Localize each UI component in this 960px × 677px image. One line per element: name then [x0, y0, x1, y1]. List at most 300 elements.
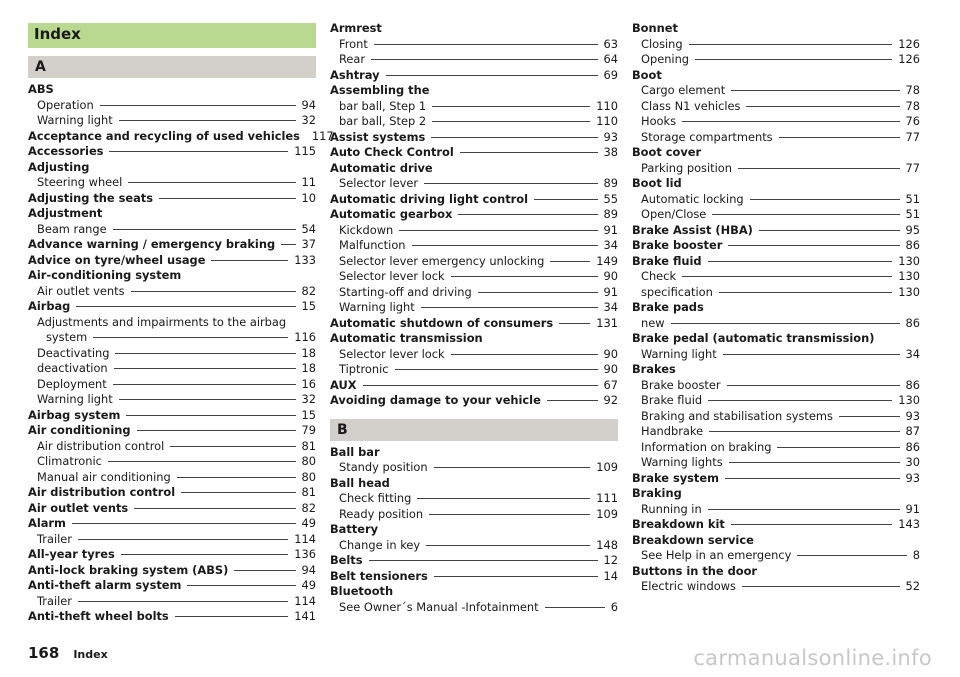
- page-ref[interactable]: 90: [603, 362, 618, 376]
- index-line: [28, 82, 316, 98]
- dot-leader: [432, 121, 590, 122]
- index-entry: [28, 268, 316, 299]
- page-ref[interactable]: 49: [301, 578, 316, 592]
- subentry-label: Change in key: [339, 537, 421, 552]
- subentry-label: Malfunction: [339, 238, 406, 252]
- page-ref[interactable]: 63: [603, 36, 618, 51]
- page-ref[interactable]: 130: [898, 253, 920, 268]
- index-line: [330, 600, 618, 616]
- page-ref[interactable]: 15: [301, 299, 316, 313]
- subentry-label: Manual air conditioning: [37, 469, 171, 484]
- page-ref[interactable]: 109: [596, 460, 618, 474]
- dot-leader: [113, 229, 296, 230]
- page-ref[interactable]: 92: [603, 393, 618, 407]
- page-ref[interactable]: 126: [898, 52, 920, 66]
- page-ref[interactable]: 86: [905, 439, 920, 454]
- page-title: Index: [34, 25, 81, 43]
- subentry-label: Braking and stabilisation systems: [641, 408, 833, 423]
- index-line: [330, 161, 618, 177]
- index-line: [632, 533, 920, 549]
- entry-heading: Belts: [330, 553, 363, 567]
- page-ref[interactable]: 18: [301, 361, 316, 375]
- page-ref[interactable]: 16: [301, 376, 316, 391]
- page-ref[interactable]: 52: [905, 579, 920, 593]
- entry-heading: Automatic transmission: [330, 331, 483, 345]
- dot-leader: [121, 554, 288, 555]
- dot-leader: [728, 245, 899, 246]
- subentry-label: Kickdown: [339, 222, 394, 237]
- index-entry: [330, 130, 618, 146]
- dot-leader: [369, 560, 598, 561]
- page-ref[interactable]: 51: [905, 191, 920, 206]
- entry-heading: Brake pads: [632, 300, 704, 314]
- dot-leader: [559, 323, 590, 324]
- entry-heading: Automatic driving light control: [330, 191, 529, 206]
- page-ref[interactable]: 77: [905, 129, 920, 144]
- page-ref[interactable]: 8: [912, 548, 920, 562]
- dot-leader: [738, 168, 900, 169]
- dot-leader: [426, 545, 590, 546]
- page-ref[interactable]: 80: [301, 469, 316, 484]
- dot-leader: [731, 90, 899, 91]
- subentry-label: Class N1 vehicles: [641, 98, 741, 113]
- index-entry: [28, 408, 316, 424]
- index-line: [330, 176, 618, 192]
- dot-leader: [460, 152, 598, 153]
- dot-leader: [431, 137, 597, 138]
- dot-leader: [72, 523, 296, 524]
- entry-heading: Adjusting the seats: [28, 190, 154, 205]
- page-ref[interactable]: 111: [596, 491, 618, 505]
- entry-heading: Breakdown kit: [632, 517, 725, 531]
- page-ref[interactable]: 130: [898, 393, 920, 407]
- page-ref[interactable]: 126: [898, 36, 920, 51]
- page-ref[interactable]: 15: [301, 407, 316, 422]
- index-line: [330, 507, 618, 523]
- entry-heading: Boot cover: [632, 145, 702, 159]
- index-line: [28, 470, 316, 486]
- subentry-label: Brake booster: [641, 377, 721, 392]
- page-ref[interactable]: 81: [301, 485, 316, 499]
- entry-heading: Auto Check Control: [330, 145, 454, 159]
- index-line: [28, 268, 316, 284]
- index-entry: [28, 144, 316, 160]
- dot-leader: [177, 477, 296, 478]
- index-line: [632, 455, 920, 471]
- page-ref[interactable]: 110: [596, 98, 618, 113]
- entry-heading: Acceptance and recycling of used vehicles: [28, 128, 300, 143]
- page-ref[interactable]: 34: [905, 346, 920, 361]
- dot-leader: [708, 509, 900, 510]
- page-ref[interactable]: 90: [603, 346, 618, 361]
- index-line: [28, 113, 316, 129]
- index-line: [28, 408, 316, 424]
- index-line: [632, 161, 920, 177]
- dot-leader: [126, 415, 295, 416]
- page-ref[interactable]: 95: [905, 222, 920, 237]
- page-ref[interactable]: 133: [294, 252, 316, 267]
- dot-leader: [421, 307, 598, 308]
- index-line: [632, 579, 920, 595]
- page-ref[interactable]: 93: [603, 129, 618, 144]
- entry-heading: Ashtray: [330, 67, 380, 82]
- page-ref[interactable]: 89: [603, 207, 618, 221]
- entry-heading: Battery: [330, 522, 379, 536]
- index-line: [28, 128, 334, 145]
- page-ref[interactable]: 115: [294, 144, 316, 158]
- page-ref[interactable]: 130: [898, 269, 920, 283]
- subentry-label: See Help in an emergency: [641, 548, 792, 562]
- section-letter: A: [28, 56, 316, 78]
- page-ref[interactable]: 77: [905, 160, 920, 175]
- index-line: [28, 191, 316, 207]
- page-ref[interactable]: 64: [603, 52, 618, 66]
- subentry-label: Storage compartments: [641, 129, 773, 144]
- entry-heading: Air-conditioning system: [28, 268, 182, 282]
- subentry-label: bar ball, Step 2: [339, 114, 427, 128]
- subentry-label: deactivation: [37, 361, 108, 375]
- index-line: [632, 378, 920, 394]
- page-ref[interactable]: 51: [905, 207, 920, 221]
- index-line: [28, 361, 316, 377]
- entry-heading: Assembling the: [330, 83, 430, 97]
- page-ref[interactable]: 32: [301, 113, 316, 127]
- page-ref[interactable]: 93: [905, 470, 920, 485]
- index-line: [330, 445, 618, 461]
- index-line: [28, 547, 316, 563]
- entry-heading: Boot: [632, 67, 662, 82]
- index-entry: [330, 145, 618, 161]
- page-ref[interactable]: 130: [898, 284, 920, 299]
- index-line: [28, 454, 316, 470]
- page-ref[interactable]: 54: [301, 221, 316, 236]
- dot-leader: [78, 601, 288, 602]
- page-ref[interactable]: 131: [596, 315, 618, 330]
- index-entry: [632, 533, 920, 564]
- index-line: [28, 377, 316, 393]
- dot-leader: [131, 291, 296, 292]
- index-entry: [330, 316, 618, 332]
- index-entry: [28, 82, 316, 129]
- index-line: [28, 175, 316, 191]
- subentry-label: Handbrake: [641, 424, 704, 438]
- index-line: [28, 222, 316, 238]
- index-line: [632, 269, 920, 285]
- page-ref[interactable]: 110: [596, 114, 618, 128]
- page-ref[interactable]: 116: [294, 330, 316, 344]
- dot-leader: [708, 261, 893, 262]
- index-line: [632, 347, 920, 363]
- index-entry: [632, 486, 920, 517]
- index-column-2: [330, 21, 618, 615]
- dot-leader: [547, 400, 598, 401]
- index-entry: [28, 609, 316, 625]
- index-line: [28, 485, 316, 501]
- subentry-label: Deployment: [37, 376, 107, 391]
- index-line: [330, 238, 618, 254]
- index-line: [632, 331, 920, 347]
- index-line: [28, 346, 316, 362]
- dot-leader: [119, 120, 296, 121]
- dot-leader: [108, 461, 296, 462]
- page-ref[interactable]: 90: [603, 269, 618, 283]
- entry-heading: Advice on tyre/wheel usage: [28, 252, 206, 267]
- page-ref[interactable]: 12: [603, 553, 618, 567]
- page-ref[interactable]: 136: [294, 547, 316, 561]
- page-ref[interactable]: 86: [905, 377, 920, 392]
- index-entry: [632, 564, 920, 595]
- dot-leader: [234, 570, 295, 571]
- index-line: [28, 516, 316, 532]
- index-entry: [330, 192, 618, 208]
- dot-leader: [412, 245, 598, 246]
- index-line: [632, 548, 920, 564]
- entry-heading: Accessories: [28, 144, 104, 158]
- dot-leader: [395, 369, 598, 370]
- dot-leader: [750, 199, 900, 200]
- subentry-label: Selector lever lock: [339, 346, 445, 361]
- index-line: [632, 471, 920, 487]
- page-ref[interactable]: 6: [610, 599, 618, 614]
- dot-leader: [114, 368, 296, 369]
- subentry-label: Check: [641, 269, 677, 283]
- subentry-label: Beam range: [37, 221, 107, 236]
- page-ref[interactable]: 117: [311, 128, 334, 143]
- page-ref[interactable]: 78: [905, 83, 920, 97]
- page-ref[interactable]: 67: [603, 377, 618, 392]
- entry-heading: AUX: [330, 377, 357, 392]
- subentry-label: Brake fluid: [641, 393, 703, 407]
- subentry-continuation: system: [46, 330, 88, 344]
- dot-leader: [159, 198, 295, 199]
- page-ref[interactable]: 14: [603, 568, 618, 583]
- index-line: [632, 68, 920, 84]
- index-title-banner: [28, 23, 316, 48]
- subentry-label: See Owner´s Manual -Infotainment: [339, 599, 539, 614]
- subentry-label: Automatic locking: [641, 191, 744, 206]
- index-line: [632, 130, 920, 146]
- page-ref[interactable]: 79: [301, 423, 316, 437]
- index-line: [330, 316, 618, 332]
- page-ref[interactable]: 80: [301, 454, 316, 468]
- index-line: [28, 299, 316, 315]
- dot-leader: [281, 244, 295, 245]
- dot-leader: [76, 306, 295, 307]
- page-ref[interactable]: 78: [905, 98, 920, 113]
- index-entry: [28, 191, 316, 207]
- entry-heading: Boot lid: [632, 176, 682, 190]
- index-line: [330, 362, 618, 378]
- subentry-label: specification: [641, 284, 713, 299]
- index-line: [632, 238, 920, 254]
- index-line: [632, 393, 920, 409]
- index-line: [28, 315, 316, 331]
- index-entry: [632, 362, 920, 471]
- index-entry: [330, 445, 618, 476]
- entry-heading: Airbag system: [28, 407, 121, 422]
- page-ref[interactable]: 114: [294, 531, 316, 546]
- index-entry: [28, 563, 316, 579]
- index-entry: [28, 128, 334, 145]
- index-line: [632, 254, 920, 270]
- dot-leader: [187, 585, 295, 586]
- index-entry: [330, 378, 618, 394]
- page-ref[interactable]: 69: [603, 67, 618, 82]
- dot-leader: [725, 478, 900, 479]
- dot-leader: [434, 467, 591, 468]
- entry-heading: Brakes: [632, 362, 676, 376]
- dot-leader: [708, 400, 892, 401]
- dot-leader: [109, 151, 288, 152]
- subentry-label: Information on braking: [641, 439, 772, 454]
- page-ref[interactable]: 10: [301, 190, 316, 205]
- subentry-label: Air distribution control: [37, 438, 165, 453]
- page-ref[interactable]: 76: [905, 114, 920, 128]
- page-ref[interactable]: 141: [294, 609, 316, 623]
- index-line: [330, 83, 618, 99]
- page-ref[interactable]: 82: [301, 500, 316, 515]
- subentry-label: Adjustments and impairments to the airbag: [37, 314, 287, 329]
- dot-leader: [723, 354, 900, 355]
- dot-leader: [93, 337, 288, 338]
- index-line: [28, 609, 316, 625]
- page-ref[interactable]: 30: [905, 455, 920, 469]
- index-line: [28, 439, 316, 455]
- index-entry: [632, 300, 920, 331]
- index-line: [330, 300, 618, 316]
- page-ref[interactable]: 89: [603, 176, 618, 190]
- index-entry: [632, 145, 920, 176]
- index-entry: [632, 68, 920, 146]
- index-line: [28, 284, 316, 300]
- index-line: [632, 564, 920, 580]
- index-line: [632, 52, 920, 68]
- page-ref[interactable]: 114: [294, 593, 316, 608]
- index-entry: [330, 476, 618, 523]
- index-entry: [632, 176, 920, 223]
- dot-leader: [128, 182, 295, 183]
- dot-leader: [731, 524, 892, 525]
- index-entry: [330, 522, 618, 553]
- page-ref[interactable]: 149: [596, 253, 618, 268]
- dot-leader: [363, 385, 598, 386]
- subentry-label: Rear: [339, 52, 366, 66]
- dot-leader: [712, 214, 899, 215]
- dot-leader: [682, 276, 892, 277]
- page-ref[interactable]: 18: [301, 345, 316, 360]
- page-ref[interactable]: 91: [603, 222, 618, 237]
- index-entry: [28, 160, 316, 191]
- index-line: [632, 409, 920, 425]
- index-line: [330, 52, 618, 68]
- page-ref[interactable]: 94: [301, 562, 316, 577]
- index-line: [632, 316, 920, 332]
- index-line: [632, 83, 920, 99]
- index-entry: [632, 21, 920, 68]
- subentry-label: Trailer: [37, 531, 72, 546]
- index-entry: [28, 485, 316, 501]
- page-ref[interactable]: 86: [905, 315, 920, 330]
- subentry-label: Front: [339, 36, 368, 51]
- dot-leader: [534, 199, 597, 200]
- page-ref[interactable]: 55: [603, 191, 618, 206]
- page-ref[interactable]: 94: [301, 97, 316, 112]
- subentry-label: Warning light: [37, 113, 113, 127]
- subentry-label: Deactivating: [37, 345, 110, 360]
- page-ref[interactable]: 143: [898, 517, 920, 531]
- index-line: [330, 254, 618, 270]
- subentry-label: Hooks: [641, 114, 677, 128]
- page-ref[interactable]: 11: [301, 175, 316, 189]
- index-line: [632, 362, 920, 378]
- entry-heading: Buttons in the door: [632, 563, 758, 578]
- subentry-label: Ready position: [339, 506, 424, 521]
- page-ref[interactable]: 38: [603, 145, 618, 159]
- index-line: [632, 502, 920, 518]
- index-line: [28, 206, 316, 222]
- entry-heading: Air outlet vents: [28, 500, 129, 515]
- page-ref[interactable]: 37: [301, 237, 316, 251]
- index-line: [330, 584, 618, 600]
- page-ref[interactable]: 91: [603, 284, 618, 299]
- page-ref[interactable]: 34: [603, 300, 618, 314]
- page-ref[interactable]: 32: [301, 392, 316, 406]
- page-ref[interactable]: 91: [905, 501, 920, 516]
- index-line: [330, 114, 618, 130]
- index-line: [632, 207, 920, 223]
- index-line: [28, 578, 316, 594]
- page-ref[interactable]: 34: [603, 238, 618, 252]
- subentry-label: Cargo element: [641, 83, 726, 97]
- page-ref[interactable]: 87: [905, 424, 920, 438]
- dot-leader: [458, 214, 597, 215]
- index-line: [28, 423, 316, 439]
- index-line: [28, 501, 316, 517]
- dot-leader: [78, 539, 288, 540]
- index-line: [28, 98, 316, 114]
- dot-leader: [115, 353, 295, 354]
- index-column-1: [28, 56, 334, 625]
- index-line: [28, 330, 316, 346]
- index-entry: [28, 423, 316, 485]
- index-line: [330, 347, 618, 363]
- page-ref[interactable]: 49: [301, 516, 316, 530]
- page-ref[interactable]: 86: [905, 238, 920, 252]
- entry-heading: Automatic shutdown of consumers: [330, 315, 554, 330]
- page-ref[interactable]: 109: [596, 506, 618, 521]
- index-entry: [330, 569, 618, 585]
- page-ref[interactable]: 148: [596, 537, 618, 552]
- index-line: [28, 532, 316, 548]
- entry-heading: Anti-lock braking system (ABS): [28, 562, 229, 577]
- page-ref[interactable]: 81: [301, 438, 316, 453]
- entry-heading: Armrest: [330, 21, 382, 35]
- index-line: [632, 486, 920, 502]
- index-line: [330, 21, 618, 37]
- entry-heading: Automatic drive: [330, 160, 433, 175]
- page-ref[interactable]: 93: [905, 408, 920, 423]
- subentry-label: Operation: [37, 97, 94, 112]
- subentry-label: Opening: [641, 52, 690, 66]
- page-ref[interactable]: 82: [301, 283, 316, 298]
- index-line: [28, 144, 316, 160]
- index-line: [28, 237, 316, 253]
- index-entry: [330, 207, 618, 316]
- index-entry: [330, 393, 618, 409]
- entry-heading: Braking: [632, 486, 682, 500]
- entry-heading: Anti-theft alarm system: [28, 578, 182, 592]
- entry-heading: ABS: [28, 82, 54, 96]
